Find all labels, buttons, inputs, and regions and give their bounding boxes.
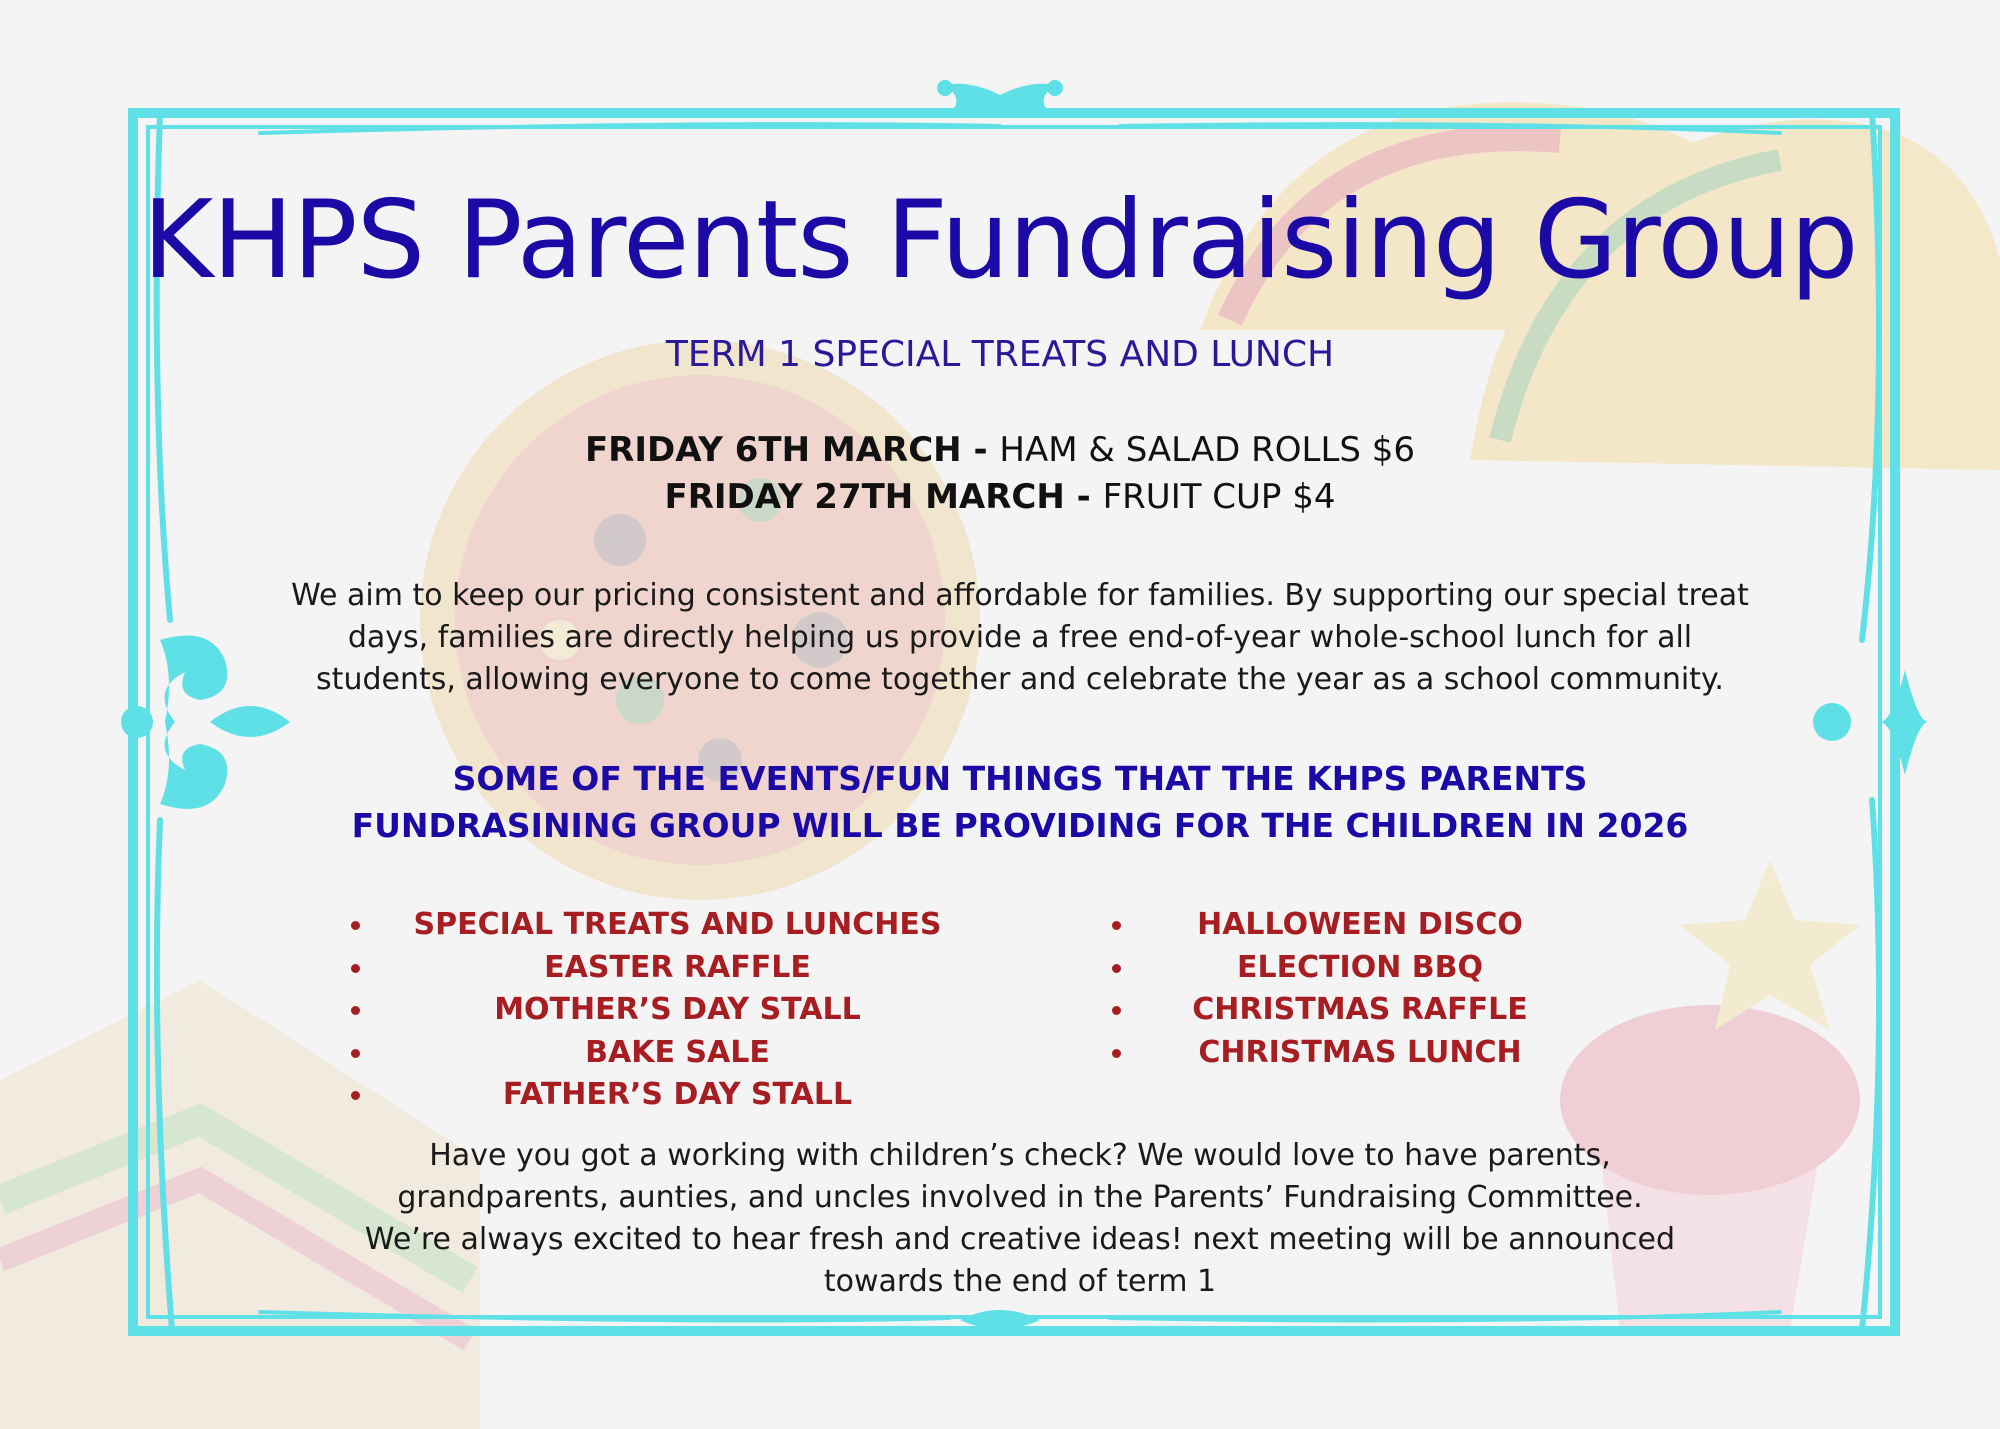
event-label: BAKE SALE bbox=[585, 1034, 770, 1070]
event-label: ELECTION BBQ bbox=[1236, 949, 1484, 985]
bullet-icon bbox=[1112, 1049, 1121, 1058]
list-item bbox=[1100, 947, 1620, 990]
list-item bbox=[1100, 1032, 1620, 1075]
events-list-left bbox=[340, 904, 1015, 1117]
bullet-icon bbox=[351, 1049, 360, 1058]
treat-day-date: FRIDAY 6TH MARCH - bbox=[584, 430, 1000, 470]
bullet-icon bbox=[1112, 921, 1121, 930]
bullet-icon bbox=[351, 921, 360, 930]
page-subtitle: TERM 1 SPECIAL TREATS AND LUNCH bbox=[665, 334, 1335, 375]
closing-paragraph: Have you got a working with children’s check? We would love to have parents, grandparents, aunties, and uncles involved in the Parents’ Fundraising Committee. We’re always excited to hear fresh and creative ideas! next meeting will be announced towards the end of term 1 bbox=[364, 1138, 1676, 1299]
event-label: FATHER’S DAY STALL bbox=[502, 1077, 853, 1112]
treat-day-date: FRIDAY 27TH MARCH - bbox=[664, 477, 1103, 517]
list-item bbox=[340, 947, 1015, 990]
bullet-icon bbox=[1112, 1006, 1121, 1015]
event-label: CHRISTMAS RAFFLE bbox=[1192, 992, 1528, 1027]
event-label: EASTER RAFFLE bbox=[544, 949, 811, 985]
list-item bbox=[340, 989, 1015, 1032]
list-item bbox=[340, 1032, 1015, 1075]
list-item bbox=[340, 1074, 1015, 1117]
treat-day-2 bbox=[0, 477, 2000, 517]
bullet-icon bbox=[351, 1091, 360, 1100]
list-item bbox=[340, 904, 1015, 947]
events-heading-line: FUNDRASINING GROUP WILL BE PROVIDING FOR THE CHILDREN IN 2026 bbox=[351, 806, 1689, 845]
page-title: KHPS Parents Fundraising Group bbox=[142, 178, 1858, 303]
event-label: HALLOWEEN DISCO bbox=[1197, 907, 1523, 942]
treat-day-item: HAM & SALAD ROLLS $6 bbox=[999, 430, 1416, 470]
bullet-icon bbox=[351, 1006, 360, 1015]
list-item bbox=[1100, 904, 1620, 947]
list-item bbox=[1100, 989, 1620, 1032]
event-label: CHRISTMAS LUNCH bbox=[1198, 1034, 1522, 1070]
events-list-right bbox=[1100, 904, 1620, 1074]
bullet-icon bbox=[351, 964, 360, 973]
treat-day-item: FRUIT CUP $4 bbox=[1102, 477, 1336, 517]
event-label: MOTHER’S DAY STALL bbox=[494, 992, 861, 1027]
bullet-icon bbox=[1112, 964, 1121, 973]
events-heading bbox=[300, 755, 1740, 849]
event-label: SPECIAL TREATS AND LUNCHES bbox=[413, 907, 942, 942]
events-heading-line: SOME OF THE EVENTS/FUN THINGS THAT THE KHPS PARENTS bbox=[452, 759, 1588, 798]
treat-day-1 bbox=[0, 430, 2000, 470]
intro-paragraph: We aim to keep our pricing consistent and affordable for families. By supporting our special treat days, families are directly helping us provide a free end-of-year whole-school lunch for all students, allowing everyone to come together and celebrate the year as a school community. bbox=[291, 578, 1749, 697]
